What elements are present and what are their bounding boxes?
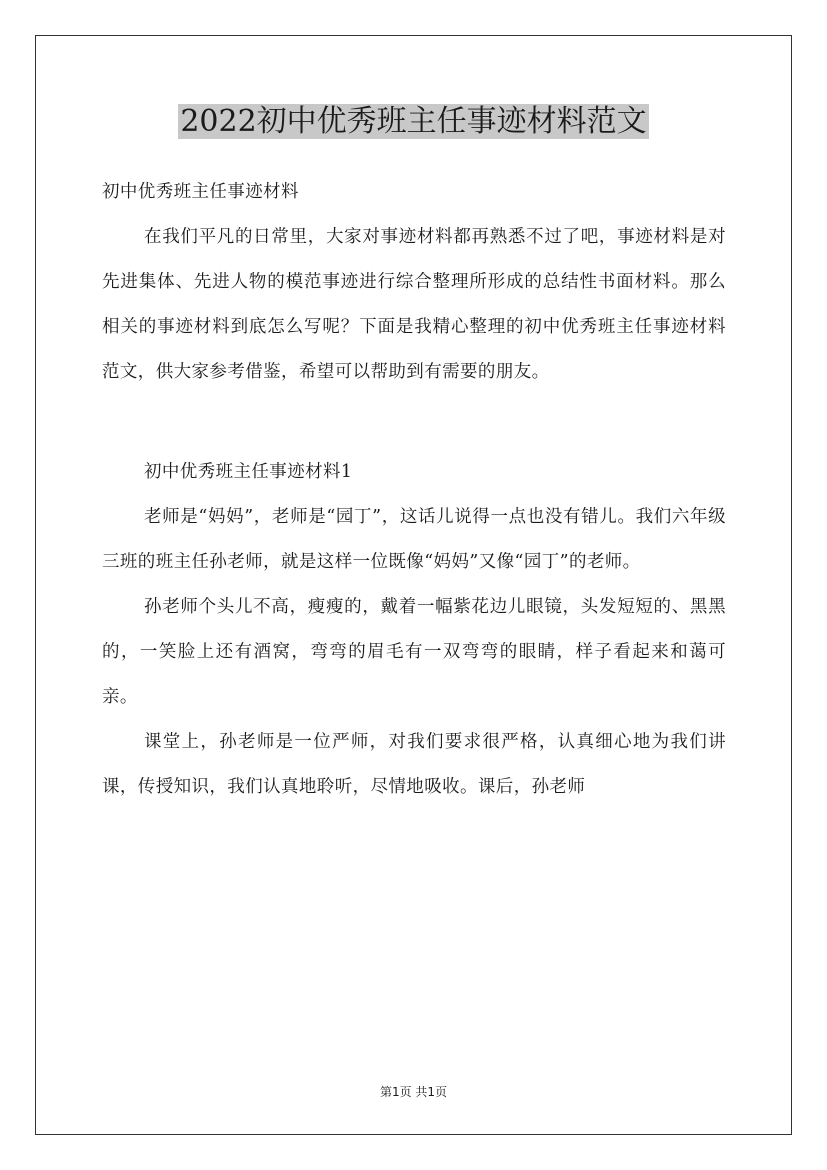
document-title-container [0, 100, 827, 144]
body-paragraph: 老师是“妈妈”，老师是“园丁”，这话儿说得一点也没有错儿。我们六年级三班的班主任孙老师，就是这样一位既像“妈妈”又像“园丁”的老师。 [102, 507, 726, 572]
document-body [102, 170, 726, 810]
body-paragraph: 孙老师个头儿不高，瘦瘦的，戴着一幅紫花边儿眼镜，头发短短的、黑黑的，一笑脸上还有酒窝，弯弯的眉毛有一双弯弯的眼睛，样子看起来和蔼可亲。 [102, 597, 726, 707]
intro-paragraph: 在我们平凡的日常里，大家对事迹材料都再熟悉不过了吧，事迹材料是对先进集体、先进人物的模范事迹进行综合整理所形成的总结性书面材料。那么相关的事迹材料到底怎么写呢？下面是我精心整理的初中优秀班主任事迹材料范文，供大家参考借鉴，希望可以帮助到有需要的朋友。 [102, 227, 726, 382]
page-footer: 第1页 共1页 [379, 1085, 448, 1099]
document-title: 2022初中优秀班主任事迹材料范文 [180, 104, 647, 139]
section-gap [102, 395, 726, 450]
body-paragraph: 课堂上，孙老师是一位严师，对我们要求很严格，认真细心地为我们讲课，传授知识，我们认真地聆听，尽情地吸收。课后，孙老师 [102, 732, 726, 797]
section-heading: 初中优秀班主任事迹材料1 [144, 462, 353, 482]
document-subtitle: 初中优秀班主任事迹材料 [102, 182, 299, 202]
